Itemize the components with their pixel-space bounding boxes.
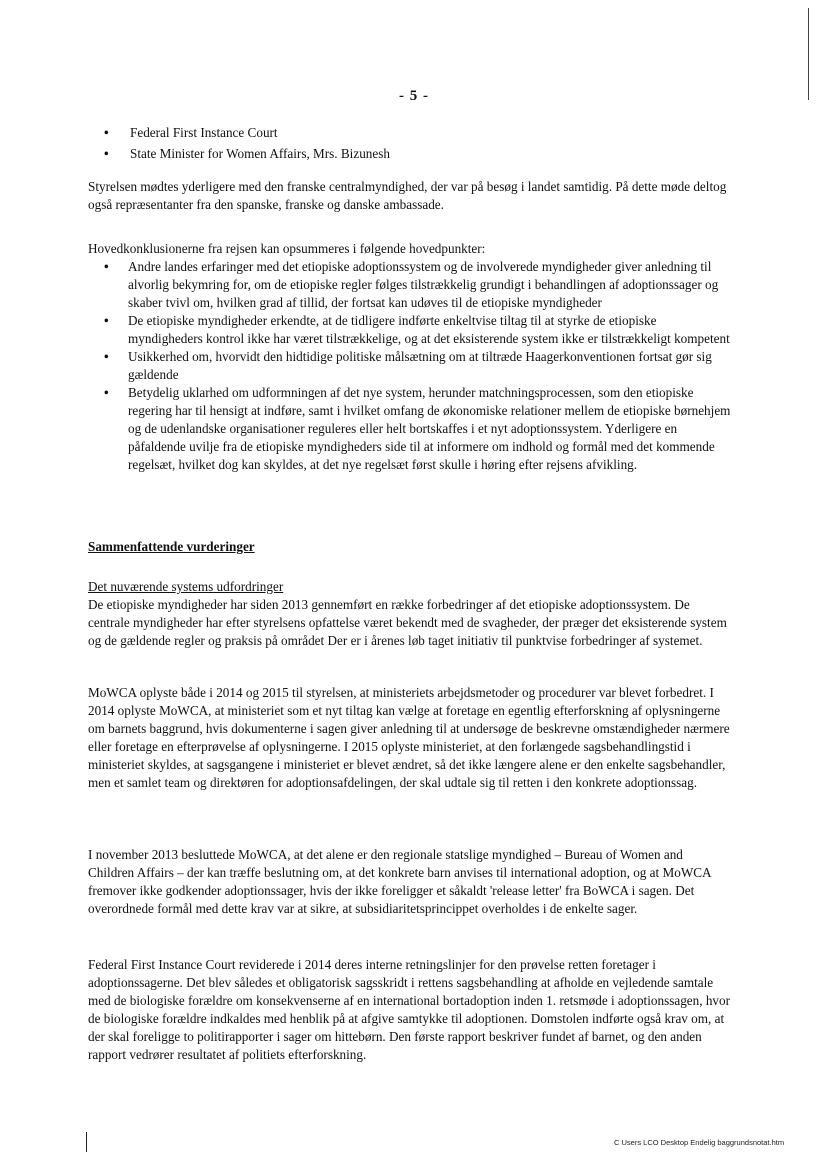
- section-heading: Sammenfattende vurderinger: [88, 539, 255, 554]
- paragraph: MoWCA oplyste både i 2014 og 2015 til styrelsen, at ministeriets arbejdsmetoder og procedurer var blevet forbedret. I 2014 oplyste MoWCA, at ministeriet som et nyt tiltag kan vælge at foretage en egentlig efterforskning af oplysningerne om barnets baggrund, hvis dokumenterne i sagen giver anledning til at undersøge de beskrevne omstændigheder nærmere eller foretage en efterprøvelse af oplysningerne. I 2015 oplyste ministeriet, at den forlængede sagsbehandlingstid i ministeriet skyldes, at sagsgangene i ministeriet er blevet ændret, så det ikke længere alene er den enkelte sagsbehandler, men et samlet team og direktøren for adoptionsafdelingen, der skal udtale sig til retten i den konkrete adoptionssag.: [88, 685, 730, 790]
- bullet-icon: •: [104, 385, 109, 400]
- bullet-icon: •: [104, 146, 109, 161]
- list-item: • Andre landes erfaringer med det etiopiske adoptionssystem og de involverede myndigheder giver anledning til alvorlig bekymring for, om de etiopiske regler følges tilstrækkelig grundigt i behandlingen af adoptionssager og skaber tvivl om, hvilken grad af tillid, der fortsat kan udøves til de etiopiske myndigheder: [104, 259, 719, 310]
- paragraph: De etiopiske myndigheder har siden 2013 gennemført en række forbedringer af det etiopiske adoptionssystem. De centrale myndigheder har efter styrelsens opfattelse været bekendt med de svagheder, der præger det eksisterende system og de gældende regler og praksis på området Der er i årenes løb taget initiativ til punktvise forbedringer af systemet.: [88, 597, 727, 648]
- list-item: • Usikkerhed om, hvorvidt den hidtidige politiske målsætning om at tiltræde Haagerkonventionen fortsat gør sig gældende: [104, 349, 712, 382]
- page-number: - 5 -: [399, 88, 429, 104]
- paragraph: Federal First Instance Court reviderede i 2014 deres interne retningslinjer for den prøvelse retten foretager i adoptionssagerne. Det blev således et obligatorisk sagsskridt i rettens sagsbehandling at afholde en vejledende samtale med de biologiske forældre om konsekvenserne af en international bortadoption inden 1. retsmøde i adoptionssagen, hvor de biologiske forældre indkaldes med henblik på at afgive samtykke til adoptionen. Domstolen indførte også krav om, at der skal foreligge to politirapporter i sager om hittebørn. Den første rapport beskriver fundet af barnet, og den anden rapport vedrører resultatet af politiets efterforskning.: [88, 957, 731, 1062]
- bullet-icon: •: [104, 259, 109, 274]
- margin-rule: [808, 8, 809, 100]
- list-item: • State Minister for Women Affairs, Mrs. Bizunesh: [104, 146, 390, 161]
- conclusions-list: [88, 258, 732, 474]
- bullet-icon: •: [104, 349, 109, 364]
- top-bullet-list: [88, 124, 732, 163]
- conclusions-lead: Hovedkonklusionerne fra rejsen kan opsummeres i følgende hovedpunkter:: [88, 241, 486, 256]
- margin-mark: [86, 1132, 87, 1152]
- bullet-icon: •: [104, 313, 109, 328]
- paragraph: I november 2013 besluttede MoWCA, at det alene er den regionale statslige myndighed – Bureau of Women and Children Affairs – der kan træffe beslutning om, at det konkrete barn anvises til international adoption, og at MoWCA fremover ikke godkender adoptionssager, hvis der ikke foreligger et såkaldt 'release letter' fra BoWCA i sagen. Det overordnede formål med dette krav var at sikre, at subsidiaritetsprincippet overholdes i de enkelte sager.: [88, 847, 711, 916]
- list-item: • Federal First Instance Court: [104, 125, 278, 140]
- list-item: • Betydelig uklarhed om udformningen af det nye system, herunder matchningsprocessen, som den etiopiske regering har til hensigt at indføre, samt i hvilket omfang de økonomiske relationer mellem de etiopiske børnehjem og de udenlandske organisationer reguleres eller helt bortskaffes i et nyt adoptionssystem. Yderligere en påfaldende uvilje fra de etiopiske myndigheders side til at informere om indhold og formål med det kommende regelsæt, hvilket dog kan skyldes, at det nye regelsæt først skulle i høring efter rejsens afvikling.: [104, 385, 731, 472]
- bullet-icon: •: [104, 125, 109, 140]
- section-subheading: Det nuværende systems udfordringer: [88, 579, 284, 594]
- list-item: • De etiopiske myndigheder erkendte, at de tidligere indførte enkeltvise tiltag til at styrke de etiopiske myndigheders kontrol ikke har været tilstrækkelige, og at det eksisterende system ikke er tilstrækkeligt kompetent: [104, 313, 730, 346]
- footer-file-path: C Users LCO Desktop Endelig baggrundsnotat.htm: [614, 1138, 785, 1147]
- intro-paragraph: Styrelsen mødtes yderligere med den franske centralmyndighed, der var på besøg i landet samtidig. På dette møde deltog også repræsentanter fra den spanske, franske og danske ambassade.: [88, 179, 727, 212]
